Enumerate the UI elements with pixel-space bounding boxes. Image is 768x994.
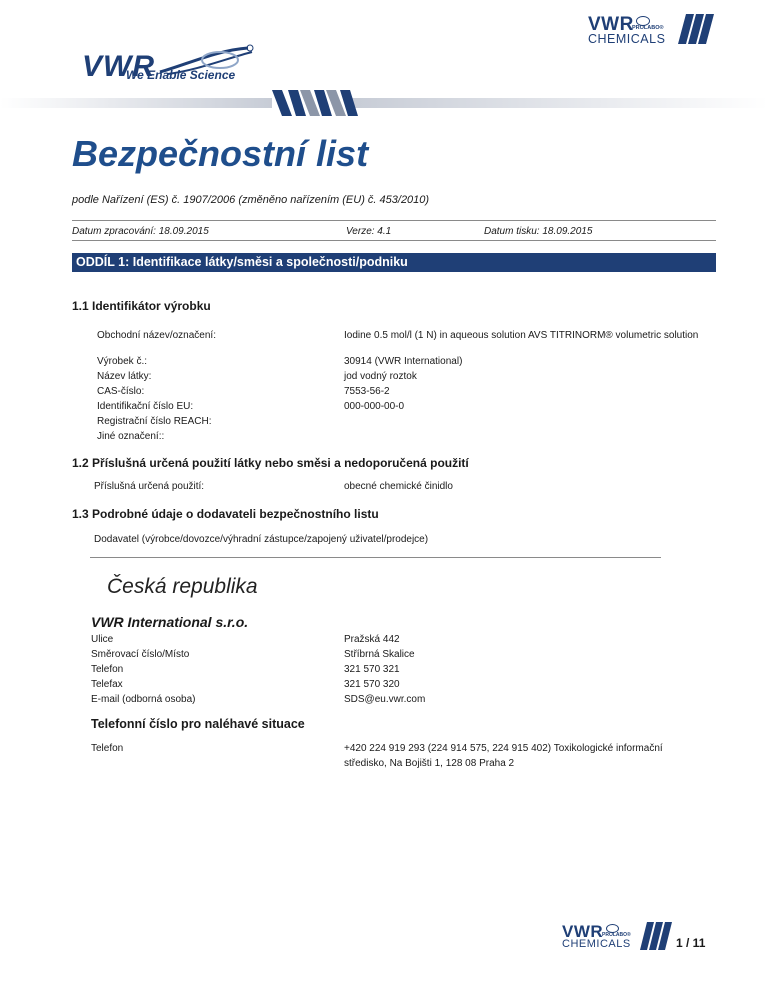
field-label: Název látky: [97,371,152,382]
vwr-chemicals-logo-top [588,14,716,46]
field-value: 321 570 320 [344,679,400,690]
product-ident-values [344,354,462,414]
logo-chemicals-text: CHEMICALS [562,938,631,950]
field-value: 7553-56-2 [344,386,390,397]
header-stripe-band [0,90,768,116]
field-label: Telefax [91,679,123,690]
field-label: Jiné označení:: [97,431,165,442]
field-label: Ulice [91,634,114,645]
print-date: Datum tisku: 18.09.2015 [484,226,593,237]
field-value: Stříbrná Skalice [344,649,415,660]
intended-use-label: Příslušná určená použití: [94,481,205,492]
vwr-tagline: We Enable Science [126,68,236,82]
page-number: 1 / 11 [676,936,706,950]
logo-slashes-icon [678,14,714,44]
section-1-header: ODDÍL 1: Identifikace látky/směsi a společnosti/podniku [72,253,716,272]
page-title: Bezpečnostní list [72,133,369,174]
field-value: jod vodný roztok [344,371,417,382]
emergency-heading: Telefonní číslo pro naléhavé situace [91,717,305,731]
supplier-labels [91,632,196,707]
product-ident-labels [97,354,211,444]
field-label: Výrobek č.: [97,356,148,367]
trade-name-value: Iodine 0.5 mol/l (1 N) in aqueous solution AVS TITRINORM® volumetric solution [344,330,699,341]
email-link[interactable]: SDS@eu.vwr.com [344,694,426,705]
field-label: CAS-číslo: [97,386,145,397]
field-value: Pražská 442 [344,634,400,645]
emergency-phone-label: Telefon [91,743,124,754]
logo-vwr-text: VWR [588,14,634,35]
subsection-1-1-heading: 1.1 Identifikátor výrobku [72,299,211,313]
trade-name-label: Obchodní název/označení: [97,330,216,341]
field-value: 000-000-00-0 [344,401,405,412]
country-heading: Česká republika [107,575,258,598]
version: Verze: 4.1 [346,226,392,237]
field-label: Směrovací číslo/Místo [91,649,190,660]
regulation-subtitle: podle Nařízení (ES) č. 1907/2006 (změněno nařízením (EU) č. 453/2010) [72,194,430,206]
field-label: E-mail (odborná osoba) [91,694,196,705]
company-name: VWR International s.r.o. [91,614,249,630]
supplier-note: Dodavatel (výrobce/dovozce/výhradní zástupce/zapojený uživatel/prodejce) [94,534,429,545]
vwr-main-logo [82,50,236,84]
field-value: 321 570 321 [344,664,400,675]
vwr-logo-word: VWR [82,50,155,83]
field-label: Registrační číslo REACH: [97,416,212,427]
logo-slashes-icon [640,922,672,950]
logo-prolabo-text: PROLABO® [602,932,631,938]
supplier-values [344,632,425,707]
field-label: Telefon [91,664,124,675]
supplier-divider [90,557,661,558]
field-label: Identifikační číslo EU: [97,401,194,412]
field-value: 30914 (VWR International) [344,356,463,367]
meta-top-divider [72,220,716,221]
meta-bottom-divider [72,240,716,241]
intended-use-value: obecné chemické činidlo [344,481,453,492]
processing-date: Datum zpracování: 18.09.2015 [72,226,209,237]
emergency-phone-value: +420 224 919 293 (224 914 575, 224 915 402) Toxikologické informační středisko, Na Bojišti 1, 128 08 Praha 2 [344,743,663,769]
logo-vwr-text: VWR [562,922,604,941]
logo-prolabo-text: PROLABO® [632,25,664,31]
subsection-1-3-heading: 1.3 Podrobné údaje o dodavateli bezpečnostního listu [72,507,379,521]
vwr-chemicals-logo-bottom [562,922,672,952]
subsection-1-2-heading: 1.2 Příslušná určená použití látky nebo směsi a nedoporučená použití [72,456,469,470]
logo-chemicals-text: CHEMICALS [588,32,666,46]
